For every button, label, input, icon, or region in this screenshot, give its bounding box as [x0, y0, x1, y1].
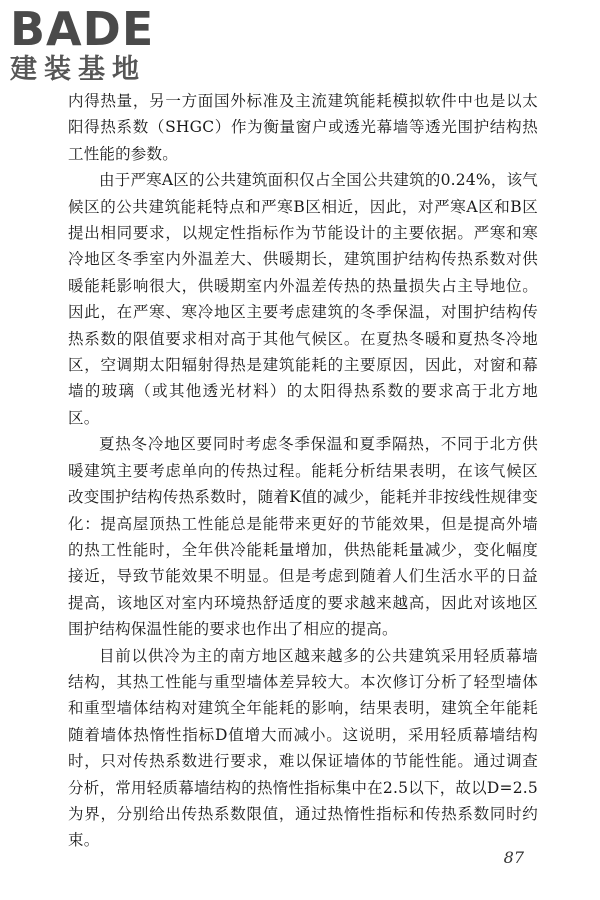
site-logo: [10, 4, 180, 86]
paragraph-2: 由于严寒A区的公共建筑面积仅占全国公共建筑的0.24%，该气候区的公共建筑能耗特点和严寒B区相近，因此，对严寒A区和B区提出相同要求，以规定性指标作为节能设计的主要依据。严寒和寒冷地区冬季室内外温差大、供暖期长，建筑围护结构传热系数对供暖能耗影响很大，供暖期室内外温差传热的热量损失占主导地位。因此，在严寒、寒冷地区主要考虑建筑的冬季保温，对围护结构传热系数的限值要求相对高于其他气候区。在夏热冬暖和夏热冬冷地区，空调期太阳辐射得热是建筑能耗的主要原因，因此，对窗和幕墙的玻璃（或其他透光材料）的太阳得热系数的要求高于北方地区。: [68, 171, 538, 427]
paragraph-3: 夏热冬冷地区要同时考虑冬季保温和夏季隔热，不同于北方供暖建筑主要考虑单向的传热过程。能耗分析结果表明，在该气候区改变围护结构传热系数时，随着K值的减少，能耗并非按线性规律变化：提高屋顶热工性能总是能带来更好的节能效果，但是提高外墙的热工性能时，全年供冷能耗量增加，供热能耗量减少，变化幅度接近，导致节能效果不明显。但是考虑到随着人们生活水平的日益提高，该地区对室内环境热舒适度的要求越来越高，因此对该地区围护结构保温性能的要求也作出了相应的提高。: [68, 435, 538, 639]
page-body: [68, 88, 538, 854]
paragraph-4: 目前以供冷为主的南方地区越来越多的公共建筑采用轻质幕墙结构，其热工性能与重型墙体差异较大。本次修订分析了轻型墙体和重型墙体结构对建筑全年能耗的影响，结果表明，建筑全年能耗随着墙体热惰性指标D值增大而减小。这说明，采用轻质幕墙结构时，只对传热系数进行要求，难以保证墙体的节能性能。通过调查分析，常用轻质幕墙结构的热惰性指标集中在2.5以下，故以D=2.5为界，分别给出传热系数限值，通过热惰性指标和传热系数同时约束。: [68, 646, 538, 850]
logo-subtitle: 建装基地: [10, 54, 146, 85]
paragraph-1: 内得热量，另一方面国外标准及主流建筑能耗模拟软件中也是以太阳得热系数（SHGC）作为衡量窗户或透光幕墙等透光围护结构热工性能的参数。: [68, 92, 538, 163]
logo-wordmark: BADE: [10, 2, 155, 56]
page-number: 87: [503, 848, 524, 867]
